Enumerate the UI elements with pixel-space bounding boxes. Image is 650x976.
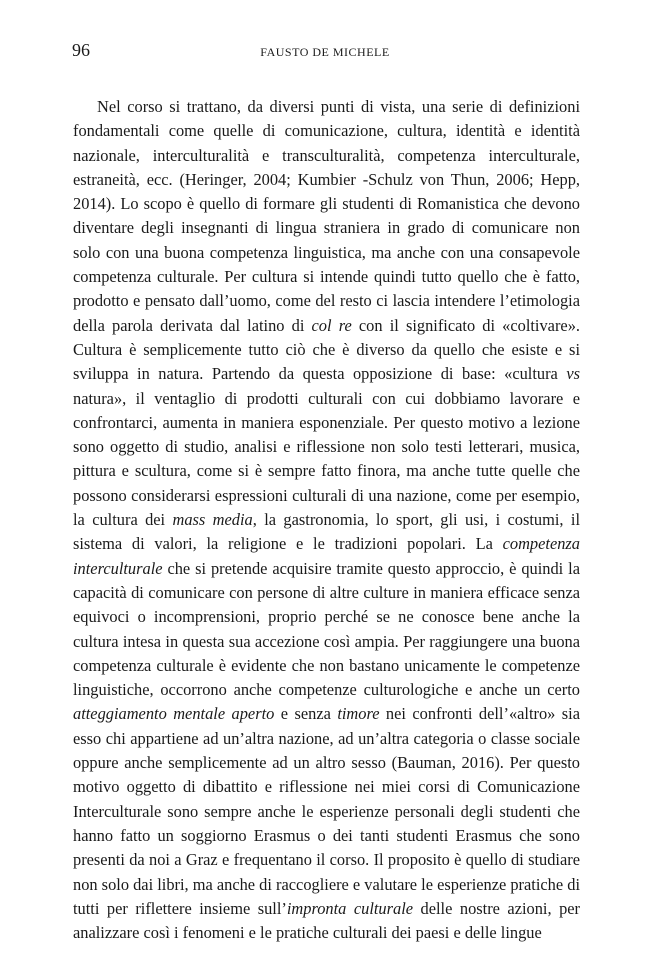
body-paragraph — [73, 95, 580, 945]
italic-run: timore — [337, 704, 380, 724]
italic-run: col re — [311, 315, 352, 335]
text-run: e senza — [274, 704, 338, 724]
italic-run: vs — [566, 364, 580, 384]
italic-run: atteggiamento mentale aperto — [73, 704, 275, 724]
text-run: natura», il ventaglio di prodotti culturali con cui dobbiamo lavorare e confrontarci, aumenta in maniera esponenziale. Per questo motivo a lezione sono oggetto di studio, analisi e riflessione non solo testi letterari, musica, pittura e scultura, come si è sempre fatto finora, ma anche tutte quelle che possono considerarsi espressioni culturali di una nazione, come per esempio, la cultura dei — [73, 388, 580, 530]
text-run: con il significato di «coltivare». Cultura è semplicemente tutto ciò che è diverso da quello che esiste e si sviluppa in natura. Partendo da questa opposizione di base: «cultura — [73, 315, 580, 384]
text-run: delle nostre azioni, per analizzare così i fenomeni e le pratiche culturali dei paesi e delle lingue — [73, 898, 580, 943]
italic-run: mass media — [172, 510, 253, 530]
running-head: FAUSTO DE MICHELE — [260, 45, 390, 59]
page-number: 96 — [72, 40, 90, 60]
text-run: che si pretende acquisire tramite questo approccio, è quindi la capacità di comunicare con persone di altre culture in maniera efficace senza equivoci o incomprensioni, proprio perché se ne conosce bene anche la cultura intesa in questa sua accezione così ampia. Per raggiungere una buona competenza culturale è evidente che non bastano unicamente le competenze linguistiche, occorrono anche competenze culturologiche e anche un certo — [73, 558, 580, 700]
text-run: , la gastronomia, lo sport, gli usi, i costumi, il sistema di valori, la religione e le tradizioni popolari. La — [73, 510, 580, 554]
text-run: Nel corso si trattano, da diversi punti di vista, una serie di definizioni fondamentali come quelle di comunicazione, cultura, identità e identità nazionale, interculturalità e transculturalità, competenza interculturale, estraneità, ecc. (Heringer, 2004; Kumbier -Schulz von Thun, 2006; Hepp, 2014). Lo scopo è quello di formare gli studenti di Romanistica che devono diventare degli insegnanti di lingua straniera in grado di comunicare non solo con una buona competenza linguistica, ma anche con una consapevole competenza culturale. Per cultura si intende quindi tutto quello che è fatto, prodotto e pensato dall’uomo, come del resto ci lascia intendere l’etimologia della parola derivata dal latino di — [73, 97, 580, 335]
text-run: nei confronti dell’«altro» sia esso chi appartiene ad un’altra nazione, ad un’altra categoria o classe sociale oppure anche semplicemente ad un altro sesso (Bauman, 2016). Per questo motivo oggetto di dibattito e riflessione nei miei corsi di Comunicazione Interculturale sono sempre anche le esperienze personali degli studenti che hanno fatto un soggiorno Erasmus o dei tanti studenti Erasmus che sono presenti da noi a Graz e frequentano il corso. Il proposito è quello di studiare non solo dai libri, ma anche di raccogliere e valutare le esperienze pratiche di tutti per riflettere insieme sull’ — [73, 704, 581, 918]
italic-run: competenza interculturale — [73, 534, 580, 578]
italic-run: impronta culturale — [286, 898, 414, 918]
